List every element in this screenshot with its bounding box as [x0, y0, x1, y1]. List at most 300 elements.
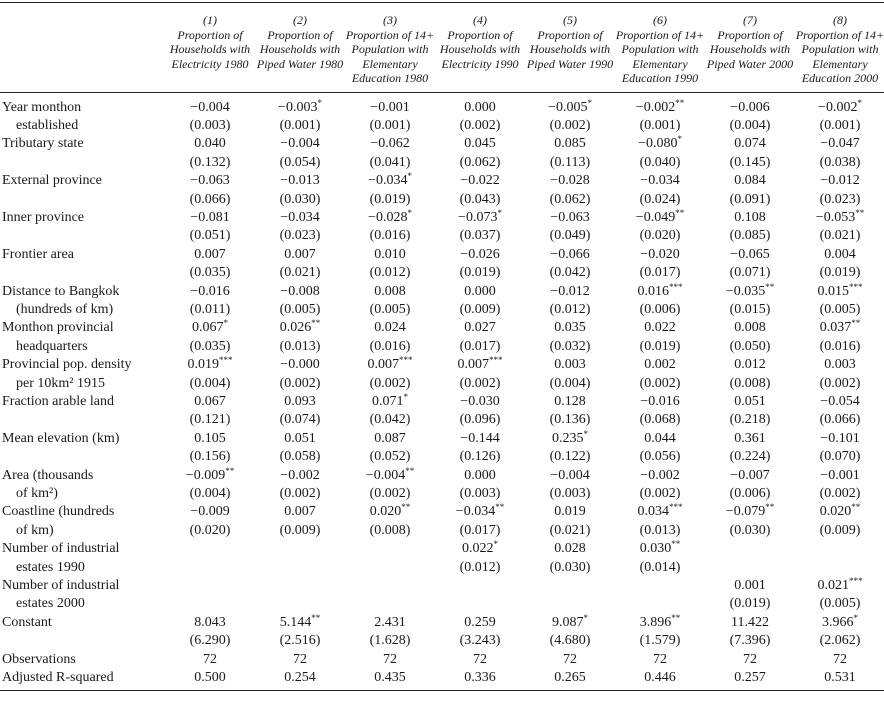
row-label — [0, 448, 165, 466]
table-cell: 0.108 — [734, 209, 766, 225]
table-cell: (0.003) — [189, 117, 231, 133]
column-header: (1) Proportion of Households with Electricity 1980 — [165, 3, 255, 93]
table-cell: −0.101 — [820, 430, 860, 446]
table-cell: (0.016) — [819, 338, 861, 354]
table-cell: (0.023) — [819, 191, 861, 207]
table-row — [0, 503, 884, 521]
table-cell: (0.005) — [369, 301, 411, 317]
table-cell: −0.012 — [550, 283, 590, 299]
table-cell: 0.336 — [435, 669, 525, 690]
table-cell: (0.019) — [819, 265, 861, 281]
table-cell: (0.042) — [549, 265, 591, 281]
table-cell: (0.035) — [189, 265, 231, 281]
table-cell: (0.006) — [639, 301, 681, 317]
table-cell: (0.224) — [729, 449, 771, 465]
table-cell: 0.010 — [374, 246, 406, 262]
row-label — [0, 227, 165, 245]
table-cell: 0.016*** — [637, 281, 683, 299]
table-cell: −0.030 — [460, 394, 500, 409]
row-label: Adjusted R-squared — [0, 669, 165, 690]
table-cell — [165, 540, 255, 558]
table-cell: (0.012) — [549, 301, 591, 317]
table-cell — [345, 540, 435, 558]
table-cell: 0.265 — [525, 669, 615, 690]
table-cell: 0.003 — [824, 357, 856, 373]
table-cell: (2.062) — [819, 633, 861, 649]
table-cell: −0.063 — [190, 173, 230, 189]
table-cell: −0.020 — [640, 246, 680, 262]
table-cell: (0.019) — [459, 265, 501, 281]
row-label: Mean elevation (km) — [2, 430, 120, 446]
table-cell: (0.056) — [639, 449, 681, 465]
table-cell: (0.002) — [819, 375, 861, 391]
table-cell: (3.243) — [459, 633, 501, 649]
table-row — [0, 338, 884, 356]
table-cell: (0.009) — [279, 522, 321, 538]
row-label: Area (thousands — [2, 467, 94, 483]
table-cell — [795, 540, 884, 558]
table-cell: 0.500 — [165, 669, 255, 690]
table-cell: (0.091) — [729, 191, 771, 207]
table-cell: 0.000 — [464, 467, 496, 483]
table-cell: 0.051 — [284, 430, 316, 446]
table-cell: 0.003 — [554, 357, 586, 373]
table-cell — [345, 559, 435, 577]
table-row — [0, 92, 884, 117]
table-row — [0, 301, 884, 319]
table-cell: 3.896** — [639, 612, 681, 630]
table-cell: (0.002) — [459, 117, 501, 133]
table-cell: −0.026 — [460, 246, 500, 262]
table-row — [0, 246, 884, 264]
table-cell: (0.002) — [369, 375, 411, 391]
table-cell: (0.011) — [189, 301, 231, 317]
table-cell: −0.144 — [460, 430, 500, 446]
row-label: of km) — [16, 522, 54, 538]
row-label — [0, 411, 165, 429]
row-label: Observations — [2, 651, 76, 667]
table-cell: 0.084 — [734, 173, 766, 189]
table-cell: −0.002 — [280, 467, 320, 483]
table-cell: −0.000 — [280, 357, 320, 373]
table-cell: 0.007*** — [367, 355, 413, 373]
table-cell: (0.068) — [639, 412, 681, 428]
table-cell — [255, 595, 345, 613]
table-cell: −0.009** — [185, 465, 235, 483]
table-cell: −0.012 — [820, 173, 860, 189]
table-cell: (0.003) — [549, 486, 591, 502]
table-cell — [255, 577, 345, 595]
table-cell: (0.017) — [459, 522, 501, 538]
table-cell: (0.030) — [279, 191, 321, 207]
table-cell: (0.041) — [369, 154, 411, 170]
table-cell: 0.531 — [795, 669, 884, 690]
table-cell — [255, 559, 345, 577]
table-cell — [525, 595, 615, 613]
table-row — [0, 522, 884, 540]
table-cell: −0.062 — [370, 136, 410, 152]
table-cell: (0.013) — [639, 522, 681, 538]
table-cell: 0.071* — [372, 392, 408, 409]
table-cell: 0.361 — [734, 430, 766, 446]
table-cell: (0.021) — [549, 522, 591, 538]
table-cell: 0.257 — [705, 669, 795, 690]
table-cell: 0.008 — [734, 320, 766, 336]
column-header: (8) Proportion of 14+ Population with Elementary Education 2000 — [795, 3, 884, 93]
row-label: Monthon provincial — [2, 320, 114, 336]
table-cell: −0.004 — [280, 136, 320, 152]
table-cell: (4.680) — [549, 633, 591, 649]
table-cell: −0.049** — [635, 207, 685, 225]
column-header: (2) Proportion of Households with Piped Water 1980 — [255, 3, 345, 93]
table-cell: −0.034* — [368, 171, 412, 189]
table-cell: (0.096) — [459, 412, 501, 428]
table-cell: (0.003) — [459, 486, 501, 502]
table-cell: −0.028* — [368, 207, 412, 225]
row-label: established — [16, 117, 79, 133]
table-cell: 0.035 — [554, 320, 586, 336]
column-header: (4) Proportion of Households with Electricity 1990 — [435, 3, 525, 93]
table-cell: 11.422 — [731, 614, 769, 630]
row-label: Inner province — [2, 209, 85, 225]
table-row — [0, 577, 884, 595]
row-label: Fraction arable land — [2, 394, 114, 409]
table-cell: −0.034 — [280, 209, 320, 225]
table-cell: (0.052) — [369, 449, 411, 465]
table-cell: 0.044 — [644, 430, 676, 446]
table-cell: −0.034 — [640, 173, 680, 189]
table-cell: (0.066) — [819, 412, 861, 428]
table-cell: 0.254 — [255, 669, 345, 690]
table-cell: −0.053** — [815, 207, 865, 225]
row-label: Frontier area — [2, 246, 74, 262]
table-cell: (0.002) — [279, 375, 321, 391]
table-cell — [435, 577, 525, 595]
table-cell: (0.013) — [279, 338, 321, 354]
row-label: Tributary state — [2, 136, 84, 152]
table-cell — [705, 540, 795, 558]
table-cell: 0.026** — [279, 318, 321, 336]
table-row — [0, 154, 884, 172]
table-row — [0, 356, 884, 374]
table-cell: −0.073* — [458, 207, 502, 225]
table-cell: −0.065 — [730, 246, 770, 262]
table-cell: (0.049) — [549, 228, 591, 244]
table-cell: 0.020** — [819, 502, 861, 520]
table-cell: 8.043 — [194, 614, 226, 630]
table-cell: −0.028 — [550, 173, 590, 189]
column-header: (3) Proportion of 14+ Population with Elementary Education 1980 — [345, 3, 435, 93]
table-cell: −0.002** — [635, 97, 685, 115]
table-cell: (0.004) — [549, 375, 591, 391]
table-cell: 0.067 — [194, 394, 226, 409]
table-cell: (0.113) — [549, 154, 591, 170]
table-cell: −0.008 — [280, 283, 320, 299]
table-row — [0, 172, 884, 190]
table-cell: 0.045 — [464, 136, 496, 152]
table-cell: (0.156) — [189, 449, 231, 465]
row-label: estates 1990 — [16, 559, 85, 575]
table-cell: 0.019*** — [187, 355, 233, 373]
table-row — [0, 632, 884, 650]
table-row — [0, 651, 884, 669]
table-cell: (0.004) — [729, 117, 771, 133]
table-cell: 0.004 — [824, 246, 856, 262]
table-cell: (0.009) — [819, 522, 861, 538]
table-cell: (0.062) — [459, 154, 501, 170]
table-cell — [705, 559, 795, 577]
table-cell: (0.002) — [639, 486, 681, 502]
table-row — [0, 227, 884, 245]
table-cell: (0.005) — [279, 301, 321, 317]
table-cell — [165, 595, 255, 613]
table-cell — [255, 540, 345, 558]
table-cell: (0.009) — [459, 301, 501, 317]
table-cell: 0.034*** — [637, 502, 683, 520]
table-cell: (0.126) — [459, 449, 501, 465]
table-cell: 0.007 — [284, 246, 316, 262]
table-cell: (0.037) — [459, 228, 501, 244]
table-cell: 0.022 — [644, 320, 676, 336]
table-cell — [435, 595, 525, 613]
table-cell: (0.017) — [639, 265, 681, 281]
table-cell: (0.002) — [459, 375, 501, 391]
table-cell: 0.435 — [345, 669, 435, 690]
table-cell: (0.015) — [729, 301, 771, 317]
table-cell: 72 — [203, 651, 217, 667]
table-cell: (0.032) — [549, 338, 591, 354]
table-cell: (0.012) — [459, 559, 501, 575]
row-label — [0, 191, 165, 209]
table-cell: (0.004) — [189, 375, 231, 391]
table-cell: 0.040 — [194, 136, 226, 152]
table-cell: 0.087 — [374, 430, 406, 446]
table-cell: (1.628) — [369, 633, 411, 649]
table-cell: −0.013 — [280, 173, 320, 189]
table-cell: 72 — [653, 651, 667, 667]
table-cell: (0.005) — [819, 596, 861, 612]
table-cell: (0.066) — [189, 191, 231, 207]
table-cell: (0.002) — [549, 117, 591, 133]
table-cell — [615, 595, 705, 613]
row-label — [0, 632, 165, 650]
table-cell: (0.030) — [549, 559, 591, 575]
table-cell: (0.085) — [729, 228, 771, 244]
table-row — [0, 485, 884, 503]
table-cell: 0.002 — [644, 357, 676, 373]
table-cell: (0.001) — [819, 117, 861, 133]
table-cell: (0.023) — [279, 228, 321, 244]
table-cell: 0.007 — [284, 504, 316, 520]
table-cell: (6.290) — [189, 633, 231, 649]
table-row — [0, 669, 884, 690]
table-cell: 0.007*** — [457, 355, 503, 373]
table-cell: (0.042) — [369, 412, 411, 428]
table-cell: 0.024 — [374, 320, 406, 336]
table-cell: 5.144** — [279, 612, 321, 630]
table-cell: 0.022* — [462, 539, 498, 557]
table-cell: 72 — [473, 651, 487, 667]
row-label: Constant — [2, 614, 52, 630]
table-cell — [345, 595, 435, 613]
table-cell: (0.136) — [549, 412, 591, 428]
column-header: (6) Proportion of 14+ Population with Elementary Education 1990 — [615, 3, 705, 93]
table-cell: (0.008) — [729, 375, 771, 391]
row-label: (hundreds of km) — [16, 301, 114, 317]
table-cell: (0.071) — [729, 265, 771, 281]
row-label: Year monthon — [2, 99, 82, 115]
table-cell: 0.007 — [194, 246, 226, 262]
table-cell: (0.016) — [369, 228, 411, 244]
table-cell: −0.035** — [725, 281, 775, 299]
table-row — [0, 135, 884, 153]
table-row — [0, 595, 884, 613]
table-cell — [165, 577, 255, 595]
header-row — [0, 3, 884, 93]
table-cell: 0.001 — [734, 578, 766, 594]
table-cell: 0.028 — [554, 541, 586, 557]
table-cell: −0.079** — [725, 502, 775, 520]
table-cell: (0.002) — [369, 486, 411, 502]
table-cell: −0.081 — [190, 209, 230, 225]
table-cell: −0.047 — [820, 136, 860, 152]
table-cell: −0.080* — [638, 134, 682, 152]
table-cell: 0.067* — [192, 318, 228, 336]
table-cell: 72 — [293, 651, 307, 667]
table-cell: (0.043) — [459, 191, 501, 207]
table-cell: −0.004 — [190, 99, 230, 115]
table-cell: (0.070) — [819, 449, 861, 465]
table-cell: (0.145) — [729, 154, 771, 170]
table-cell: (2.516) — [279, 633, 321, 649]
table-body — [0, 92, 884, 690]
table-cell: (0.002) — [639, 375, 681, 391]
table-cell — [615, 577, 705, 595]
table-row — [0, 393, 884, 411]
table-cell: −0.066 — [550, 246, 590, 262]
table-cell: 0.021*** — [817, 576, 863, 594]
table-cell: −0.063 — [550, 209, 590, 225]
table-cell: −0.001 — [820, 467, 860, 483]
table-row — [0, 375, 884, 393]
table-row — [0, 540, 884, 558]
row-label: Distance to Bangkok — [2, 283, 120, 299]
table-row — [0, 448, 884, 466]
table-cell: (0.004) — [189, 486, 231, 502]
row-label: Number of industrial — [2, 578, 120, 594]
table-cell: −0.004 — [550, 467, 590, 483]
table-cell: 0.128 — [554, 394, 586, 409]
table-cell: (0.006) — [729, 486, 771, 502]
table-cell: (0.038) — [819, 154, 861, 170]
table-cell: (0.058) — [279, 449, 321, 465]
table-cell: 0.015*** — [817, 281, 863, 299]
table-row — [0, 430, 884, 448]
table-cell: 72 — [383, 651, 397, 667]
row-label: of km²) — [16, 486, 58, 502]
table-cell: (0.020) — [639, 228, 681, 244]
table-cell: 0.085 — [554, 136, 586, 152]
table-cell: (0.062) — [549, 191, 591, 207]
row-label: Provincial pop. density — [2, 357, 132, 373]
table-cell: −0.016 — [640, 394, 680, 409]
table-cell: 9.087* — [552, 612, 588, 630]
table-cell: −0.022 — [460, 173, 500, 189]
table-row — [0, 559, 884, 577]
table-cell: 0.074 — [734, 136, 766, 152]
table-cell: −0.007 — [730, 467, 770, 483]
table-cell: (0.054) — [279, 154, 321, 170]
table-cell: 2.431 — [374, 614, 406, 630]
table-row — [0, 283, 884, 301]
row-label — [0, 264, 165, 282]
table-row — [0, 209, 884, 227]
table-cell: (0.024) — [639, 191, 681, 207]
table-cell: (0.012) — [369, 265, 411, 281]
table-cell: −0.034** — [455, 502, 505, 520]
table-cell: (0.002) — [279, 486, 321, 502]
table-cell: (0.132) — [189, 154, 231, 170]
table-cell: −0.016 — [190, 283, 230, 299]
table-cell — [795, 559, 884, 577]
table-cell: (0.021) — [279, 265, 321, 281]
table-cell: 72 — [563, 651, 577, 667]
table-cell: 0.019 — [554, 504, 586, 520]
table-cell: (0.019) — [369, 191, 411, 207]
regression-table — [0, 2, 884, 691]
table-cell: 0.446 — [615, 669, 705, 690]
table-cell: (0.040) — [639, 154, 681, 170]
table-cell: 0.027 — [464, 320, 496, 336]
table-cell: 0.030** — [639, 539, 681, 557]
table-cell: (0.008) — [369, 522, 411, 538]
table-cell: (0.019) — [729, 596, 771, 612]
table-cell: (0.005) — [819, 301, 861, 317]
row-label — [0, 154, 165, 172]
column-header: (7) Proportion of Households with Piped Water 2000 — [705, 3, 795, 93]
table-cell: (0.050) — [729, 338, 771, 354]
table-cell: (0.218) — [729, 412, 771, 428]
table-cell: −0.001 — [370, 99, 410, 115]
table-cell: 3.966* — [822, 612, 858, 630]
table-cell: −0.009 — [190, 504, 230, 520]
table-row — [0, 614, 884, 632]
table-cell: (0.017) — [459, 338, 501, 354]
table-cell: (0.074) — [279, 412, 321, 428]
table-row — [0, 411, 884, 429]
table-cell: −0.005* — [548, 97, 592, 115]
table-cell: (0.001) — [279, 117, 321, 133]
table-row — [0, 117, 884, 135]
table-cell — [525, 577, 615, 595]
table-cell: 0.051 — [734, 394, 766, 409]
table-cell: (0.019) — [639, 338, 681, 354]
table-row — [0, 191, 884, 209]
header-corner — [0, 3, 165, 93]
table-cell: (1.579) — [639, 633, 681, 649]
table-cell: 0.000 — [464, 99, 496, 115]
table-cell: −0.003* — [278, 97, 322, 115]
row-label: per 10km² 1915 — [16, 375, 105, 391]
table-cell: 0.259 — [464, 614, 496, 630]
table-cell: −0.006 — [730, 99, 770, 115]
table-cell: −0.054 — [820, 394, 860, 409]
table-cell: 72 — [743, 651, 757, 667]
table-cell: (0.020) — [189, 522, 231, 538]
table-cell: (0.002) — [819, 486, 861, 502]
table-cell: 0.235* — [552, 428, 588, 446]
row-label: estates 2000 — [16, 596, 85, 612]
